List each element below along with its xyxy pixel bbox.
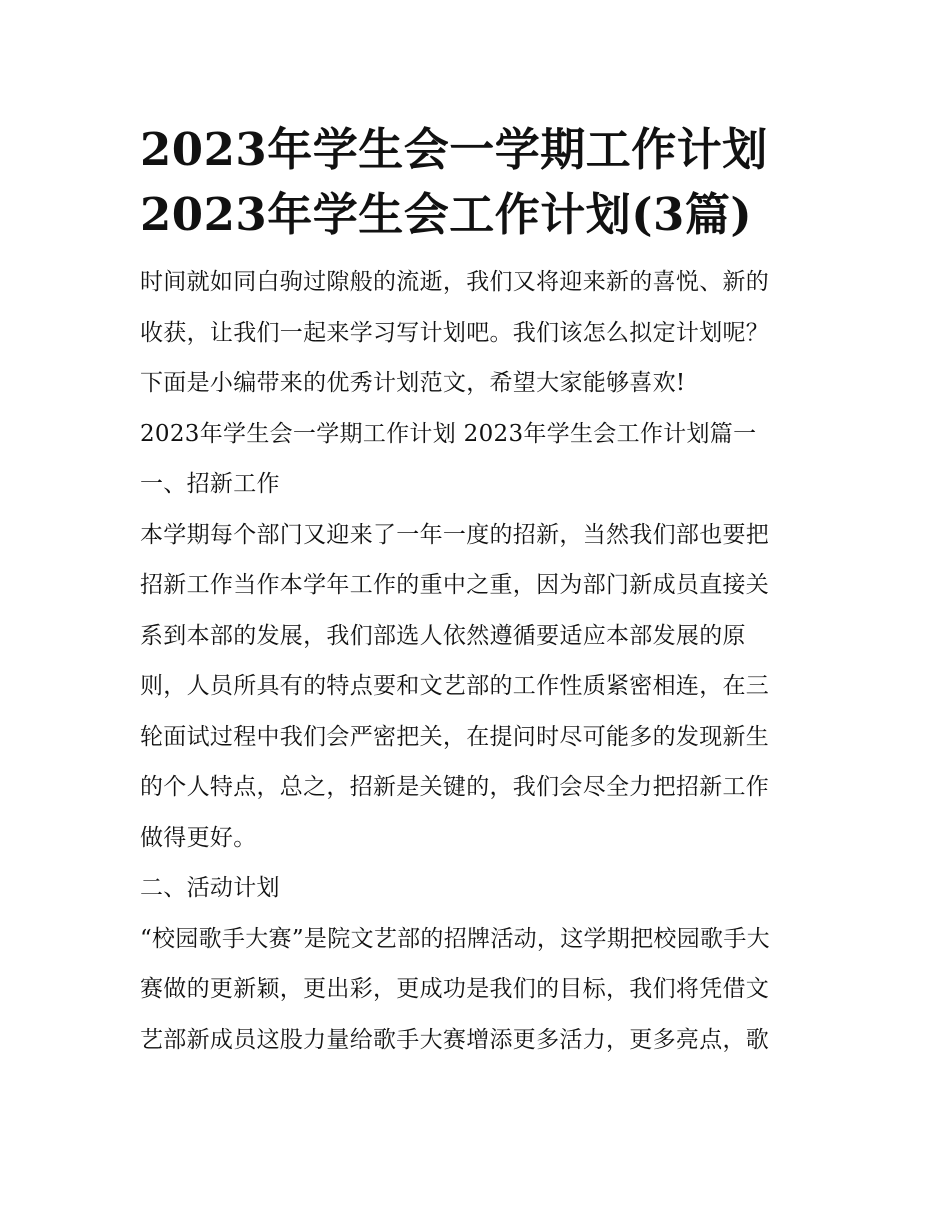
section-heading: [140, 409, 820, 460]
title-line: 2023年学生会工作计划(3篇): [140, 188, 753, 241]
text-line: 艺部新成员这股力量给歌手大赛增添更多活力，更多亮点，歌: [140, 1026, 770, 1053]
text-line: “校园歌手大赛”是院文艺部的招牌活动，这学期把校园歌手大: [140, 925, 770, 952]
part2-heading: [140, 863, 820, 914]
text-line: 本学期每个部门又迎来了一年一度的招新，当然我们部也要把: [140, 521, 770, 548]
text-line: 收获，让我们一起来学习写计划吧。我们该怎么拟定计划呢？: [140, 319, 770, 346]
text-line: 则，人员所具有的特点要和文艺部的工作性质紧密相连，在三: [140, 673, 770, 699]
text-line: 的个人特点，总之，招新是关键的，我们会尽全力把招新工作: [140, 774, 770, 800]
text-line: 做得更好。: [140, 824, 257, 851]
part1-heading-text: 一、招新工作: [140, 471, 280, 497]
part2-heading-text: 二、活动计划: [140, 875, 280, 901]
text-line: 招新工作当作本学年工作的重中之重，因为部门新成员直接关: [140, 572, 770, 598]
text-line: 下面是小编带来的优秀计划范文，希望大家能够喜欢!: [140, 370, 686, 396]
text-line: 时间就如同白驹过隙般的流逝，我们又将迎来新的喜悦、新的: [140, 269, 770, 295]
document-title: [140, 117, 820, 247]
section-heading-text: 2023年学生会一学期工作计划 2023年学生会工作计划篇一: [140, 420, 757, 447]
title-line: 2023年学生会一学期工作计划: [140, 123, 768, 176]
document-content: [140, 117, 820, 1065]
part2-paragraph: [140, 914, 820, 1066]
part1-paragraph: [140, 510, 820, 864]
text-line: 系到本部的发展，我们部选人依然遵循要适应本部发展的原: [140, 622, 746, 649]
part1-heading: [140, 459, 820, 510]
text-line: 赛做的更新颖，更出彩，更成功是我们的目标，我们将凭借文: [140, 976, 770, 1002]
intro-paragraph: [140, 257, 820, 409]
text-line: 轮面试过程中我们会严密把关，在提问时尽可能多的发现新生: [140, 723, 770, 750]
